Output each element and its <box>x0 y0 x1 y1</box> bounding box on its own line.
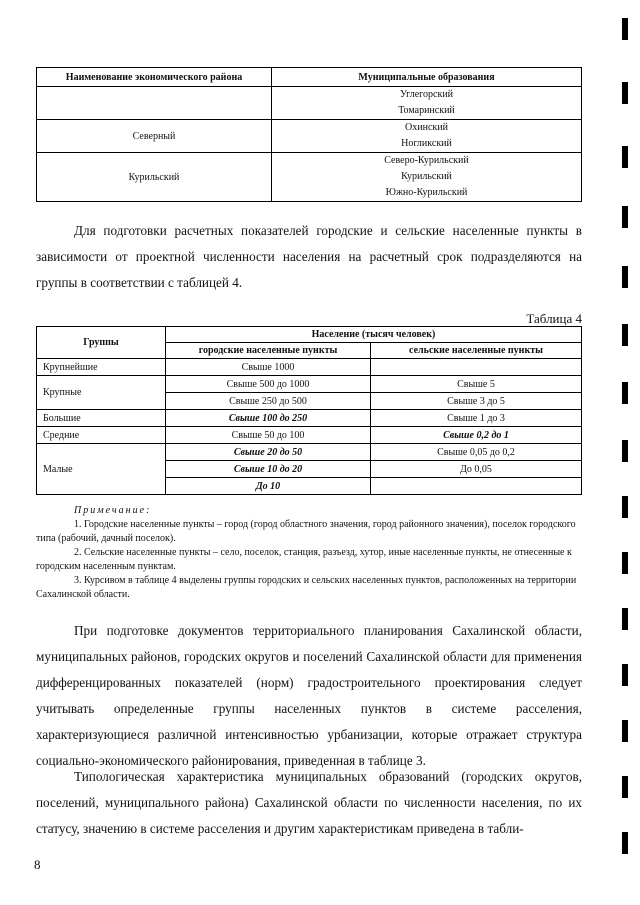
group-name: Средние <box>37 427 166 444</box>
urban-cell: Свыше 500 до 1000 <box>166 376 371 393</box>
table3-region-cell <box>37 87 272 120</box>
municipality: Охинский <box>405 122 448 133</box>
urban-cell: Свыше 1000 <box>166 359 371 376</box>
rural-cell: Свыше 0,05 до 0,2 <box>371 444 582 461</box>
table-row <box>37 444 582 461</box>
table-row <box>37 153 582 202</box>
group-name: Малые <box>37 444 166 495</box>
scan-mark <box>622 776 628 798</box>
urban-cell: Свыше 10 до 20 <box>166 461 371 478</box>
municipality: Углегорский <box>399 89 454 100</box>
note-item: 3. Курсивом в таблице 4 выделены группы городских и сельских населенных пунктов, расположенных на территории Сахалинской области. <box>36 575 577 600</box>
scan-mark <box>622 18 628 40</box>
urban-cell: Свыше 50 до 100 <box>166 427 371 444</box>
municipality: Северо-Курильский <box>384 155 469 166</box>
table3-region-cell: Северный <box>37 120 272 153</box>
scan-mark <box>622 608 628 630</box>
table-row <box>37 376 582 393</box>
scan-mark <box>622 552 628 574</box>
scan-mark <box>622 206 628 228</box>
rural-cell: Свыше 0,2 до 1 <box>371 427 582 444</box>
scan-mark <box>622 146 628 168</box>
urban-cell: Свыше 20 до 50 <box>166 444 371 461</box>
table-row <box>37 359 582 376</box>
table4-header-groups: Группы <box>37 327 166 359</box>
table4-header-rural: сельские населенные пункты <box>371 343 582 359</box>
group-name: Крупные <box>37 376 166 410</box>
rural-cell <box>371 478 582 495</box>
table4-caption: Таблица 4 <box>526 311 582 326</box>
scan-mark <box>622 382 628 404</box>
page-number: 8 <box>34 857 41 872</box>
rural-cell: До 0,05 <box>371 461 582 478</box>
note-item: 2. Сельские населенные пункты – село, поселок, станция, разъезд, хутор, иные населенные пункты, не отнесенные к городским населенным пунктам. <box>36 547 572 572</box>
table-row <box>37 87 582 120</box>
table-row <box>37 120 582 153</box>
paragraph-groups-intro: Для подготовки расчетных показателей городские и сельские населенные пункты в зависимости от проектной численности населения на расчетный срок подразделяются на группы в соответствии с таблицей 4. <box>36 223 582 290</box>
notes-title: Примечание: <box>74 505 152 516</box>
table3-header-municipalities: Муниципальные образования <box>272 68 582 87</box>
table-row <box>37 427 582 444</box>
table3-region-cell: Курильский <box>37 153 272 202</box>
rural-cell: Свыше 1 до 3 <box>371 410 582 427</box>
paragraph-territorial-planning: При подготовке документов территориального планирования Сахалинской области, муниципальных районов, городских округов и поселений Сахалинской области для применения дифференцированных показателей (норм) градостроительного проектирования следует учитывать определенные группы населенных пунктов в системе расселения, характеризующиеся различной интенсивностью урбанизации, которые отражает структура социально-экономического районирования, приведенная в таблице 3. <box>36 623 582 768</box>
urban-cell: Свыше 250 до 500 <box>166 393 371 410</box>
municipality: Курильский <box>401 171 452 182</box>
table4-header-population: Население (тысяч человек) <box>166 327 582 343</box>
scan-mark <box>622 82 628 104</box>
table3-municipalities-cell <box>272 87 582 120</box>
table-economic-regions <box>36 67 582 202</box>
scan-mark <box>622 496 628 518</box>
rural-cell: Свыше 5 <box>371 376 582 393</box>
scan-mark <box>622 440 628 462</box>
municipality: Южно-Курильский <box>385 187 468 198</box>
table-settlement-groups <box>36 326 582 495</box>
table3-header-region: Наименование экономического района <box>37 68 272 87</box>
scan-mark <box>622 324 628 346</box>
table3-municipalities-cell <box>272 153 582 202</box>
scan-mark <box>622 832 628 854</box>
scan-mark <box>622 664 628 686</box>
paragraph-typology: Типологическая характеристика муниципальных образований (городских округов, поселений, муниципального района) Сахалинской области по численности населения, по их статусу, значению в системе расселения и другим характеристикам приведена в табли- <box>36 769 582 836</box>
rural-cell <box>371 359 582 376</box>
table-row <box>37 410 582 427</box>
scan-mark <box>622 266 628 288</box>
note-item: 1. Городские населенные пункты – город (город областного значения, город районного значения), поселок городского типа (рабочий, дачный поселок). <box>36 519 576 544</box>
urban-cell: До 10 <box>166 478 371 495</box>
municipality: Ногликский <box>401 138 452 149</box>
municipality: Томаринский <box>398 105 455 116</box>
scan-mark <box>622 720 628 742</box>
group-name: Крупнейшие <box>37 359 166 376</box>
rural-cell: Свыше 3 до 5 <box>371 393 582 410</box>
table3-municipalities-cell <box>272 120 582 153</box>
table-notes <box>36 504 582 602</box>
group-name: Большие <box>37 410 166 427</box>
urban-cell: Свыше 100 до 250 <box>166 410 371 427</box>
table4-header-urban: городские населенные пункты <box>166 343 371 359</box>
